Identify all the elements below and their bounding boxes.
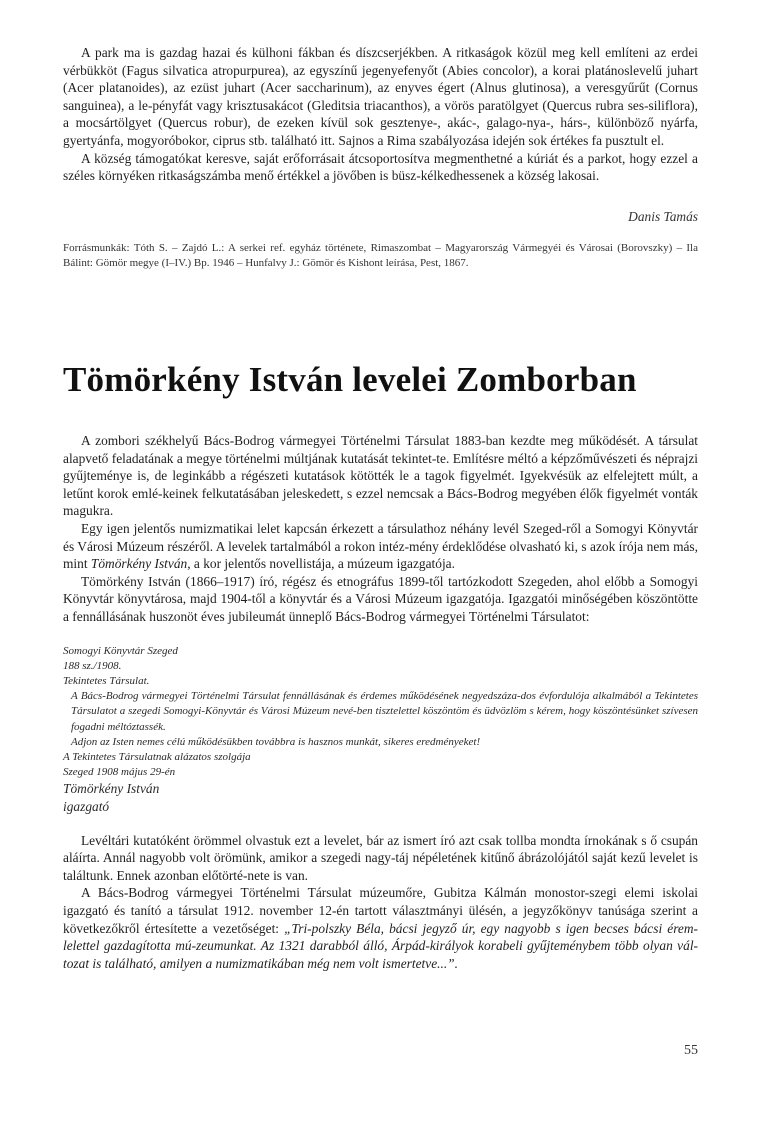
article-body xyxy=(63,432,698,972)
letter-line-7: Szeged 1908 május 29-én xyxy=(63,766,176,779)
page-number: 55 xyxy=(684,1043,698,1058)
article-paragraph-5: A Bács-Bodrog vármegyei Történelmi Társulat múzeumőre, Gubitza Kálmán monostor-szegi elemi iskolai igazgató és tanító a társulat 1912. november 12-én tartott választmányi ülésén, a jegyzőkönyv tanúsága szerint a következőkről értesítette a vezetőséget: „Tri-polszky Béla, bácsi jegyző úr, egy nagyobb s igen becses bácsi érem-lelettel gazdagította mú-zeumunkat. Az 1321 darabból álló, Árpád-királyok korabeli gyűjteménybem több olyan vál-tozat is található, amilyen a numizmatikában még nem volt ismertetve...”. xyxy=(63,885,698,971)
article-paragraph-2: Egy igen jelentős numizmatikai lelet kapcsán érkezett a társulathoz néhány levél Szeged-ről a Somogyi Könyvtár és Városi Múzeum részéről. A levelek tartalmából a rokon intéz-mény érdeklődése olvasható ki, s azok írója nem más, mint Tömörkény István, a kor jelentős novellistája, a múzeum igazgatója. xyxy=(63,520,698,572)
letter-line-3: Tekintetes Társulat. xyxy=(63,674,150,687)
article-paragraph-3: Tömörkény István (1866–1917) író, régész és etnográfus 1899-től tartózkodott Szegeden, ahol előbb a Somogyi Könyvtár könyvtárosa, majd 1904-től a könyvtár és a Városi Múzeum igazgatója. Igazgatói minőségében köszöntötte a fennállásának huszonöt éves jubileumát ünneplő Bács-Bodrog vármegyei Történelmi Társulatot: xyxy=(63,573,698,624)
quoted-letter xyxy=(63,644,698,816)
intro-paragraph-2: A község támogatókat keresve, saját erőforrásait átcsoportosítva megmenthetné a kúriát és a parkot, hogy ezzel a széles környéken ritkaságszámba menő értékkel a jövőben is büsz-kélkedhessenek a község lakosai. xyxy=(63,150,698,184)
author-name-emphasis: Tömörkény István xyxy=(90,556,188,572)
author-signature: Danis Tamás xyxy=(628,208,698,224)
letter-line-5: Adjon az Isten nemes célú működésükben továbbra is hasznos munkát, sikeres eredményeket! xyxy=(71,735,481,748)
letter-signature-title: igazgató xyxy=(63,798,110,814)
intro-paragraph-1: A park ma is gazdag hazai és külhoni fákban és díszcserjékben. A ritkaságok közül meg kell említeni az erdei vérbükköt (Fagus silvatica atropurpurea), az egyszínű jegenyefenyőt (Abies concolor), a korai platánoslevelű juhart (Acer platanoides), az ezüst juhart (Acer saccharinum), az enyves égert (Alnus glutinosa), a veresgyűrűt (Cornus sanguinea), a le-pényfát vagy krisztusakácot (Gleditsia triacanthos), a vörös paratölgyet (Quercus rubra ses-siliflora), a mocsártölgyet (Quercus robur), de ezeken kívül sok gesztenye-, akác-, galago-nya-, hárs-, különböző nyárfa, gyertyánfa, mogyoróbokor, ciprus stb. található itt. Sajnos a Rima szabályozása idején sok értékes fa pusztult el. xyxy=(63,45,698,148)
letter-line-6: A Tekintetes Társulatnak alázatos szolgája xyxy=(63,750,251,763)
letter-line-4: A Bács-Bodrog vármegyei Történelmi Társulat fennállásának és érdemes működésének negyedszáza-dos évfordulója alkalmából a Tekintetes Társulatot a szegedi Somogyi-Könyvtár és Városi Múzeum nevé-ben tisztelettel köszöntöm és üdvözlöm s kérem, hogy köszöntésünket szívesen fogadni méltóztassék. xyxy=(71,690,698,733)
article-paragraph-4: Levéltári kutatóként örömmel olvastuk ezt a levelet, bár az ismert író azt csak tollba mondta írnokának s ő csupán aláírta. Annál nagyobb volt örömünk, amikor a szegedi nagy-táj népéletének kitűnő ábrázolójától saját kezű levelet is találtunk. Ennek azonban előtörté-nete is van. xyxy=(63,832,698,883)
letter-line-1: Somogyi Könyvtár Szeged xyxy=(63,644,178,657)
quoted-minutes: „Tri-polszky Béla, bácsi jegyző úr, egy nagyobb s igen becses bácsi érem-lelettel gazdagította mú-zeumunkat. Az 1321 darabból álló, Árpád-királyok korabeli gyűjteménybem több olyan vál-tozat is található, amilyen a numizmatikában még nem volt ismertetve...”. xyxy=(63,920,698,971)
sources-note: Forrásmunkák: Tóth S. – Zajdó L.: A serkei ref. egyház története, Rimaszombat – Magyarország Vármegyéi és Városai (Borovszky) – Ila Bálint: Gömör megye (I–IV.) Bp. 1946 – Hunfalvy J.: Gömör és Kishont leírása, Pest, 1867. xyxy=(63,241,698,270)
intro-section xyxy=(63,44,698,272)
article-title: Tömörkény István levelei Zomborban xyxy=(63,360,637,399)
article-paragraph-1: A zombori székhelyű Bács-Bodrog vármegyei Történelmi Társulat 1883-ban kezdte meg működését. A társulat alapvető feladatának a megye történelmi múltjának kutatását tekintet-te. Említésre méltó a képzőművészeti és néprajzi gyűjteménye is, de leginkább a régészeti kutatások kötötték le a tagok figyelmét. Igyekvésük az elfelejtett múlt, a letűnt korok emlé-keinek felkutatásában jeleskedett, s ezzel nemcsak a Bács-Bodrog megyében élők figyelmét vonták magukra. xyxy=(63,433,698,519)
letter-line-2: 188 sz./1908. xyxy=(63,659,122,672)
letter-signature: Tömörkény István xyxy=(63,781,160,797)
